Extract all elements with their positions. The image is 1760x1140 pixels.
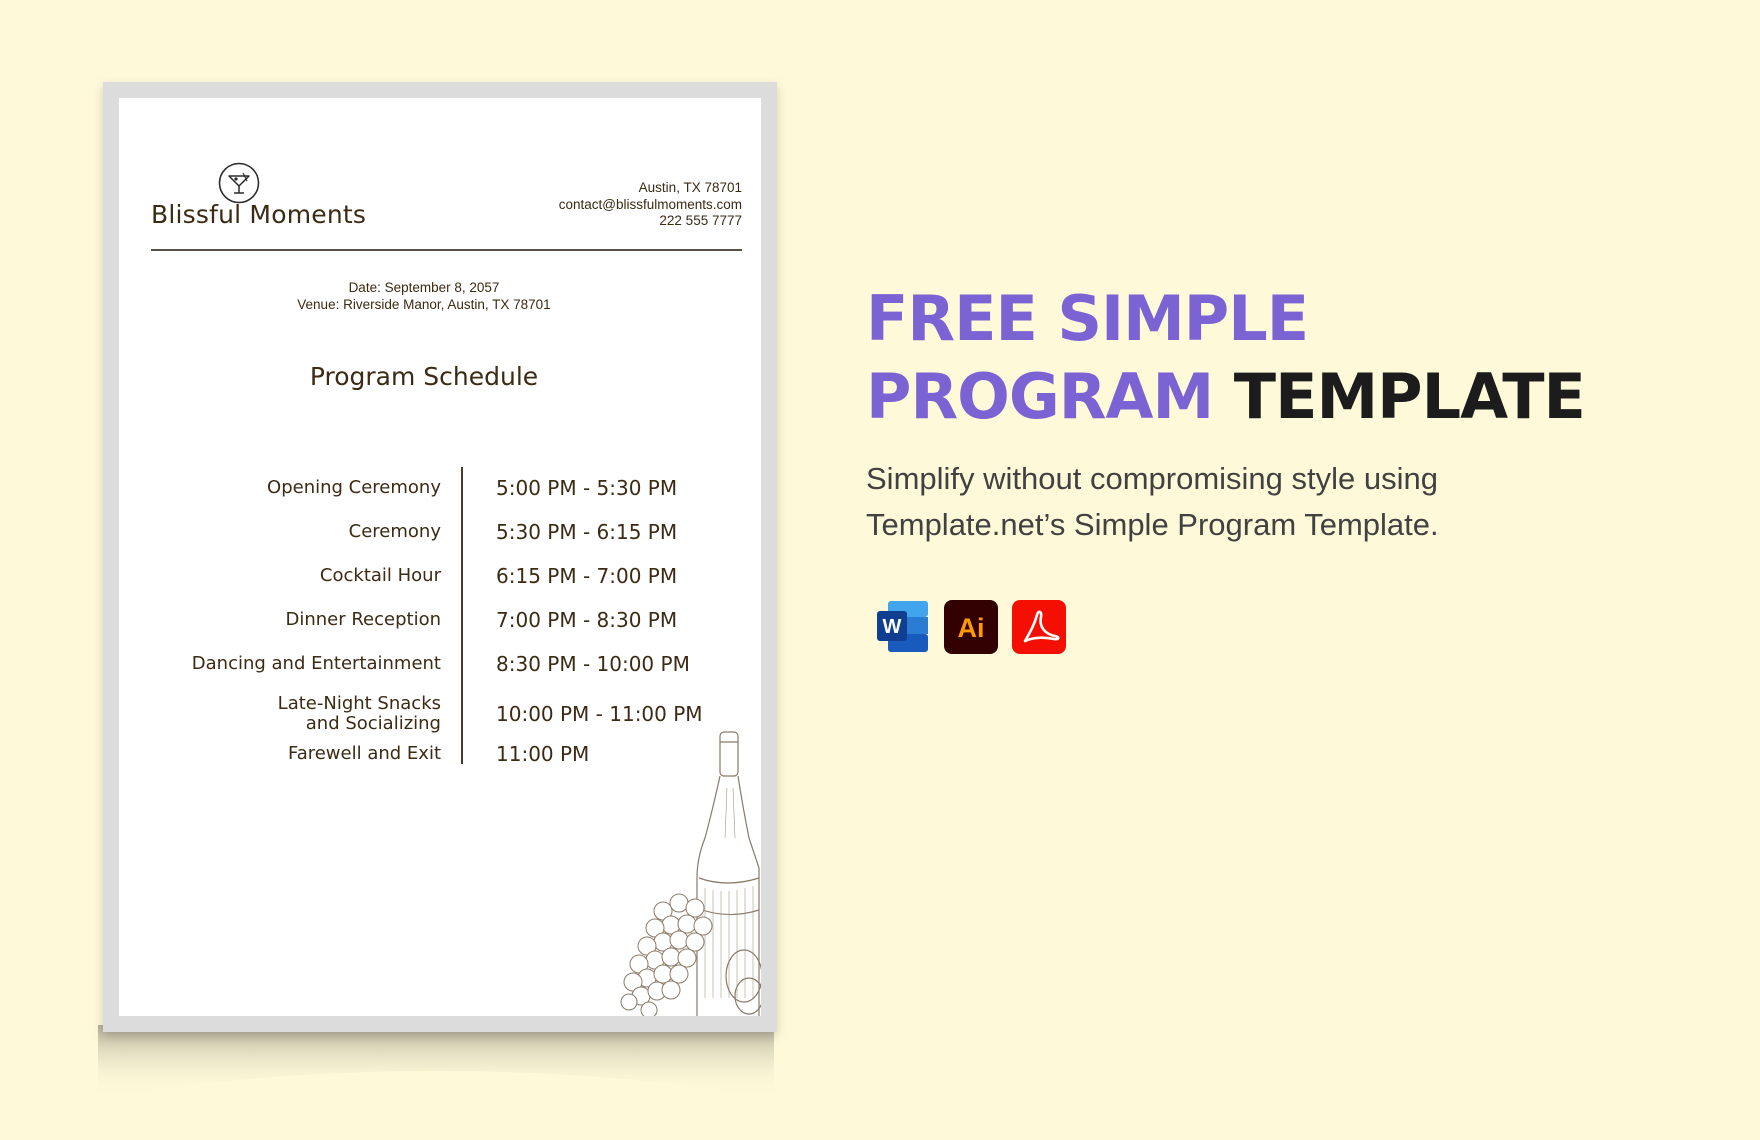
- microsoft-word-icon[interactable]: [876, 600, 930, 654]
- schedule-time: 8:30 PM - 10:00 PM: [496, 652, 690, 676]
- brand-name: Blissful Moments: [151, 200, 367, 229]
- adobe-pdf-icon[interactable]: [1012, 600, 1066, 654]
- cocktail-glass-icon: [218, 162, 260, 204]
- wine-bottle-grapes-sketch: [609, 728, 761, 1016]
- contact-email: contact@blissfulmoments.com: [558, 196, 742, 212]
- schedule-event: Dinner Reception: [285, 609, 441, 630]
- event-info: [119, 280, 729, 313]
- contact-block: [559, 180, 742, 230]
- schedule-time: 5:30 PM - 6:15 PM: [496, 520, 678, 544]
- schedule-event: Farewell and Exit: [288, 743, 441, 764]
- word-icon-letter: W: [882, 616, 902, 638]
- headline-program: PROGRAM: [866, 360, 1214, 433]
- document-preview: [103, 82, 777, 1032]
- event-date: Date: September 8, 2057: [348, 280, 500, 295]
- schedule-time: 7:00 PM - 8:30 PM: [496, 608, 678, 632]
- subtitle-line2: Template.net’s Simple Program Template.: [866, 507, 1439, 542]
- schedule-event-line1: Late-Night Snacks: [277, 693, 441, 714]
- schedule-time: 11:00 PM: [496, 742, 590, 766]
- schedule-event: Ceremony: [348, 521, 441, 542]
- schedule-event: Dancing and Entertainment: [191, 653, 441, 674]
- header-divider: [151, 249, 742, 251]
- schedule-event: Cocktail Hour: [319, 565, 441, 586]
- schedule-time: 5:00 PM - 5:30 PM: [496, 476, 678, 500]
- document-page: [119, 98, 761, 1016]
- headline-template: TEMPLATE: [1233, 360, 1585, 433]
- contact-phone: 222 555 7777: [659, 213, 742, 228]
- schedule-time: 10:00 PM - 11:00 PM: [496, 702, 703, 726]
- promo-headline: [866, 280, 1585, 436]
- schedule-time: 6:15 PM - 7:00 PM: [496, 564, 678, 588]
- format-icons: [876, 600, 1066, 654]
- schedule-event-line2: and Socializing: [305, 713, 441, 734]
- schedule-title: Program Schedule: [309, 362, 539, 391]
- event-venue: Venue: Riverside Manor, Austin, TX 78701: [297, 296, 551, 312]
- adobe-illustrator-icon[interactable]: [944, 600, 998, 654]
- schedule-event: Opening Ceremony: [267, 477, 441, 498]
- paper-shadow: [98, 1025, 774, 1105]
- schedule-divider-line: [461, 467, 463, 764]
- illustrator-icon-letters: Ai: [957, 613, 985, 643]
- contact-address: Austin, TX 78701: [638, 180, 742, 195]
- subtitle-line1: Simplify without compromising style using: [866, 461, 1438, 496]
- headline-line1: FREE SIMPLE: [866, 282, 1309, 355]
- promo-subtitle: [866, 456, 1439, 548]
